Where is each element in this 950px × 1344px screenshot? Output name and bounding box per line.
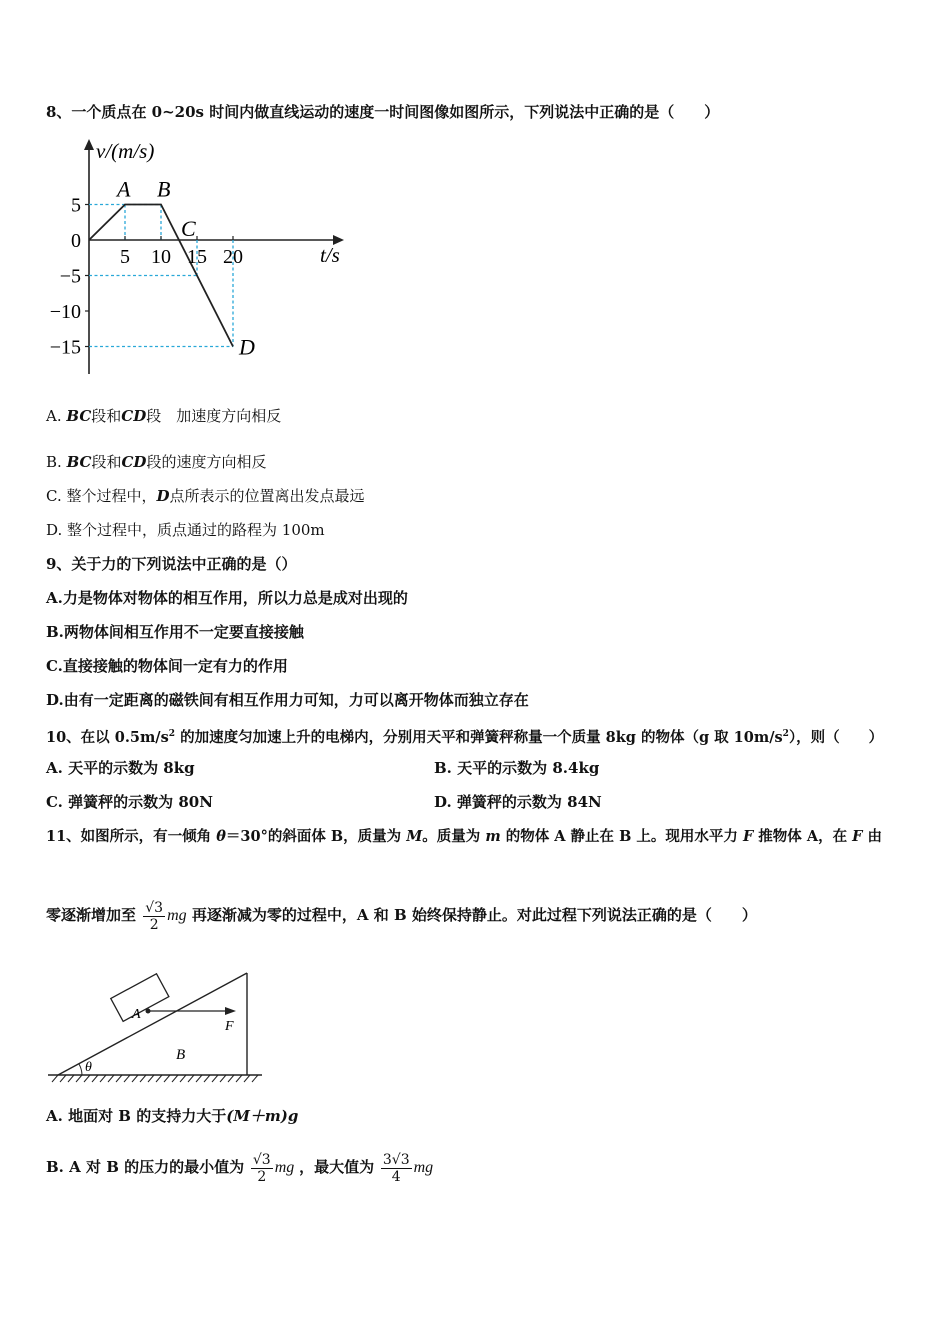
q11-option-b[interactable]: B. A 对 B 的压力的最小值为 $\frac{√3}{2}$ mg ，最大值为 $\frac{3√3}{4}$ mg [46, 1151, 434, 1185]
force-arrowhead [225, 1007, 236, 1015]
point-label-a: A [117, 176, 131, 202]
angle-arc [79, 1064, 82, 1075]
y-tick-label: −15 [49, 336, 81, 359]
point-label-d: D [239, 334, 255, 360]
incline-figure [40, 965, 270, 1090]
point-label-c: C [181, 216, 196, 241]
q11-stem-line1: 11、如图所示，有一倾角 θ＝30°的斜面体 B，质量为 M。质量为 m 的物体 A 静止在 B 上。现用水平力 F 推物体 A，在 F 由 [46, 828, 883, 845]
q8-option-c[interactable]: C. 整个过程中，D点所表示的位置离出发点最远 [46, 487, 365, 505]
fraction-min: $\frac{√3}{2}$ [252, 1151, 271, 1185]
x-tick-label: 10 [151, 246, 171, 268]
force-label: F [225, 1019, 234, 1034]
q10-stem: 10、在以 $0.5m/s^2$ 的加速度匀加速上升的电梯内，分别用天平和弹簧秤称量一个质量 8kg 的物体（g 取 $10m/s^2$），则（ ） [46, 728, 884, 746]
y-tick-label: −10 [49, 301, 81, 323]
q8-stem: 8、一个质点在 0~20s 时间内做直线运动的速度一时间图像如图所示，下列说法中正确的是（ ） [46, 103, 720, 121]
y-tick-label: −5 [59, 265, 81, 288]
x-axis-label: t/s [320, 243, 340, 267]
incline-label-b: B [176, 1047, 186, 1063]
q9-option-d[interactable]: D.由有一定距离的磁铁间有相互作用力可知，力可以离开物体而独立存在 [46, 691, 529, 709]
fraction-sqrt3-over-2: $\frac{√3}{2}$ [145, 899, 164, 933]
y-axis-label: v/(m/s) [96, 139, 155, 163]
q10-option-b[interactable]: B. 天平的示数为 8.4kg [434, 759, 600, 777]
q11-stem-line2: 零逐渐增加至 $\frac{√3}{2}$ mg 再逐渐减为零的过程中，A 和 B 始终保持静止。对此过程下列说法正确的是（ ） [46, 899, 757, 933]
theta-label: θ [85, 1060, 92, 1075]
fraction-max: $\frac{3√3}{4}$ [382, 1151, 410, 1185]
q8-option-b[interactable]: B. BC段和CD段的速度方向相反 [46, 453, 267, 471]
q10-option-a[interactable]: A. 天平的示数为 8kg [46, 759, 195, 777]
q9-option-a[interactable]: A.力是物体对物体的相互作用，所以力总是成对出现的 [46, 589, 408, 607]
block-a-label: A [132, 1007, 141, 1022]
x-tick-label: 5 [120, 246, 130, 268]
q9-option-c[interactable]: C.直接接触的物体间一定有力的作用 [46, 657, 288, 675]
y-axis-arrow [84, 139, 94, 150]
q8-option-a[interactable]: A. BC段和CD段 加速度方向相反 [46, 407, 282, 425]
x-tick-label: 15 [187, 246, 207, 268]
q8-option-d[interactable]: D. 整个过程中，质点通过的路程为 100m [46, 521, 325, 539]
q10-option-c[interactable]: C. 弹簧秤的示数为 80N [46, 793, 213, 811]
point-label-b: B [157, 176, 171, 202]
q9-stem: 9、关于力的下列说法中正确的是（） [46, 555, 297, 573]
q10-option-d[interactable]: D. 弹簧秤的示数为 84N [434, 793, 602, 811]
q9-option-b[interactable]: B.两物体间相互作用不一定要直接接触 [46, 623, 304, 641]
velocity-time-graph [40, 136, 360, 381]
y-tick-label: 0 [71, 230, 81, 252]
y-tick-label: 5 [71, 194, 81, 217]
q11-option-a[interactable]: A. 地面对 B 的支持力大于(M＋m)g [46, 1107, 299, 1125]
x-tick-label: 20 [223, 246, 243, 268]
